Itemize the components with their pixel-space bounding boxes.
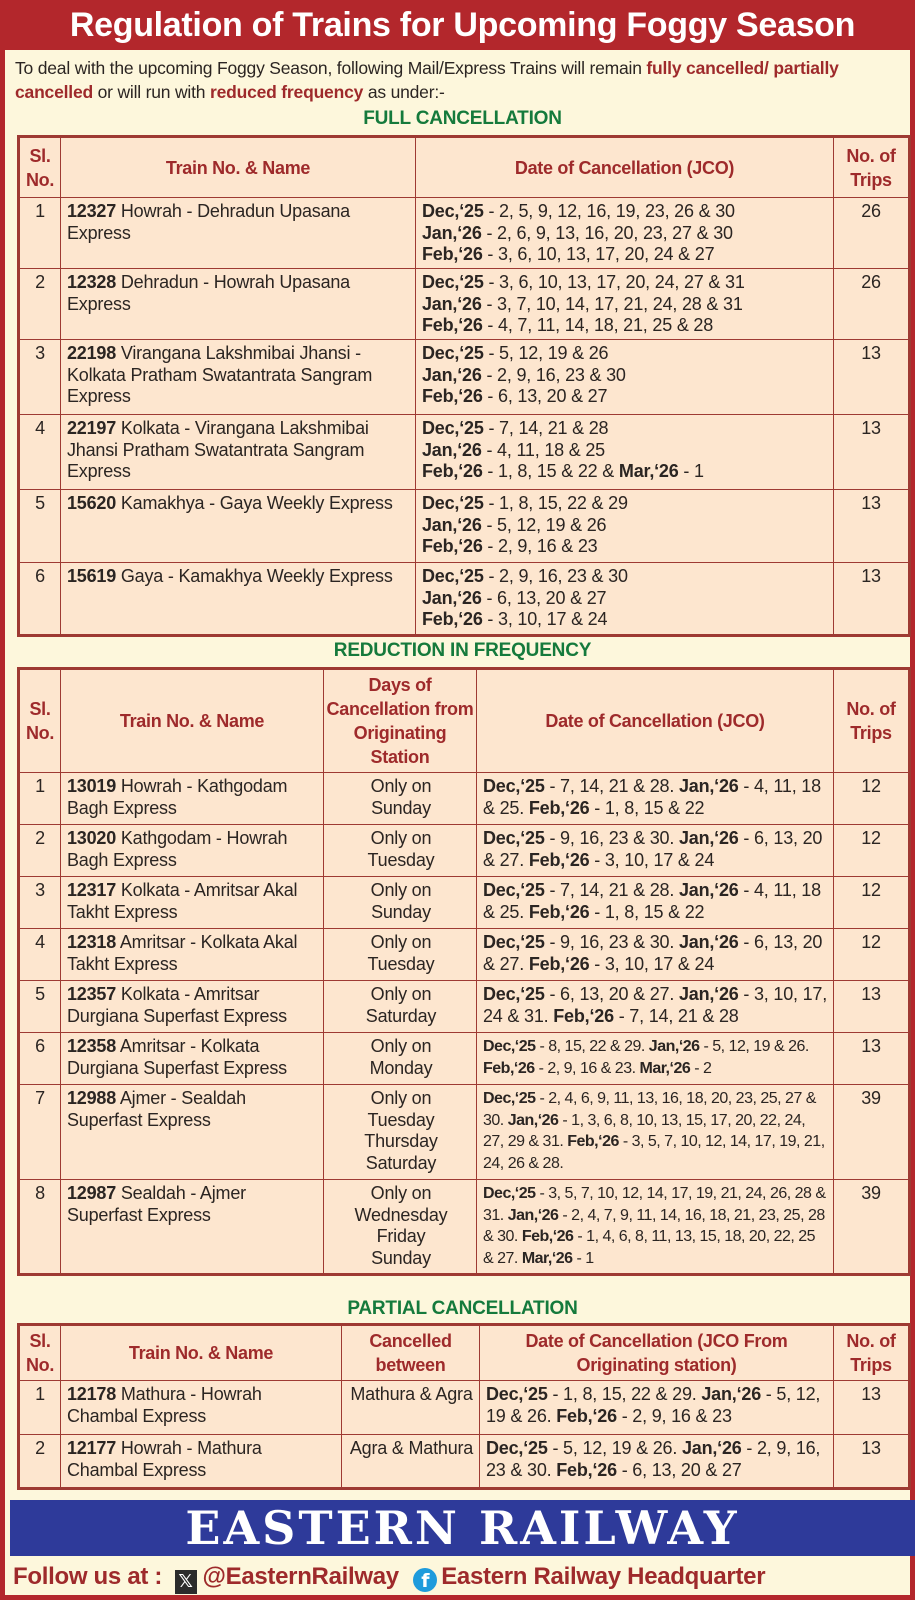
dates-cell (416, 415, 834, 490)
serial-number: 7 (19, 1085, 61, 1180)
table-row (19, 1180, 910, 1275)
train-cell (61, 415, 416, 490)
intro-part2: or will run with (92, 82, 210, 102)
train-name: Kamakhya - Gaya Weekly Express (116, 493, 393, 513)
cancelled-between: Mathura & Agra (342, 1381, 480, 1435)
day-list: - 7, 14, 21 & 28 (483, 418, 609, 438)
dates-cell (416, 269, 834, 340)
trips-count: 12 (834, 825, 910, 877)
serial-number: 3 (19, 877, 61, 929)
day-list: - 2, 9, 16 & 23 (616, 1405, 732, 1426)
day-list: - 5, 12, 19 & 26. (547, 1438, 682, 1458)
month-label: Feb,‘26 (528, 901, 590, 922)
month-label: Dec,‘25 (422, 272, 484, 292)
day-list: - 7, 14, 21 & 28. (544, 776, 679, 796)
serial-number: 1 (19, 773, 61, 825)
serial-number: 3 (19, 340, 61, 415)
col-header-sl: Sl. No. (19, 1325, 61, 1381)
day-list: - 2, 9, 16 & 23. (534, 1059, 640, 1077)
date-line (422, 315, 829, 337)
month-label: Feb,‘26 (422, 315, 483, 335)
serial-number: 2 (19, 269, 61, 340)
trips-count: 13 (834, 415, 910, 490)
month-label: Jan,‘26 (701, 1384, 761, 1404)
table-row (19, 1085, 910, 1180)
day-list: - 2, 9, 16, 23 & 30. (486, 1438, 821, 1480)
train-cell (61, 981, 324, 1033)
days-prefix: Only on (370, 1183, 432, 1203)
day-list: - 5, 12, 19 & 26. (486, 1384, 821, 1426)
train-number: 12987 (67, 1183, 117, 1203)
weekday: Saturday (365, 1152, 437, 1173)
facebook-icon[interactable]: f (413, 1568, 437, 1592)
train-cell (61, 1381, 342, 1435)
train-cell (61, 1435, 342, 1489)
day-list: - 1, 8, 15 & 22 (589, 901, 705, 922)
month-label: Jan,‘26 (681, 1438, 742, 1458)
trips-count: 12 (834, 877, 910, 929)
dates-cell (416, 490, 834, 563)
month-label: Dec,‘25 (483, 1185, 536, 1202)
day-list: - 3, 7, 10, 14, 17, 21, 24, 28 & 31 (481, 293, 743, 314)
trips-count: 12 (834, 929, 910, 981)
date-line (422, 609, 829, 631)
month-label: Feb,‘26 (553, 1005, 614, 1026)
intro-highlight-reduced: reduced frequency (209, 82, 364, 102)
col-header-dates: Date of Cancellation (JCO) (477, 669, 834, 773)
trips-count: 13 (834, 1033, 910, 1085)
page-title: Regulation of Trains for Upcoming Foggy Season (5, 0, 915, 50)
train-name: Dehradun - Howrah Upasana Express (67, 272, 350, 314)
day-list: - 8, 15, 22 & 29. (535, 1038, 649, 1055)
day-list: - 2, 6, 9, 13, 16, 20, 23, 27 & 30 (481, 222, 733, 243)
day-list: - 1, 8, 15 & 22 & (482, 461, 619, 481)
serial-number: 6 (19, 1033, 61, 1085)
intro-part3: as under:- (363, 82, 445, 102)
day-list: - 1, 8, 15, 22 & 29 (483, 493, 628, 513)
dates-cell (480, 1381, 834, 1435)
trips-count: 13 (834, 340, 910, 415)
follow-label: Follow us at : (13, 1563, 163, 1590)
dates-cell (477, 773, 834, 825)
day-list: - 3, 10, 17, 24 & 31. (483, 984, 828, 1026)
days-prefix: Only on (370, 880, 432, 900)
days-of-cancellation (324, 1085, 477, 1180)
train-name: Howrah - Mathura Chambal Express (67, 1438, 262, 1480)
month-label: Dec,‘25 (483, 1038, 536, 1055)
day-list: - 4, 7, 11, 14, 18, 21, 25 & 28 (482, 315, 714, 335)
weekday: Monday (369, 1057, 433, 1078)
train-number: 12317 (67, 880, 117, 900)
col-header-sl: Sl. No. (19, 669, 61, 773)
col-header-between: Cancelled between (342, 1325, 480, 1381)
serial-number: 2 (19, 1435, 61, 1489)
col-header-trips: No. of Trips (834, 137, 910, 198)
table-row (19, 1435, 910, 1489)
month-label: Jan,‘26 (422, 514, 482, 535)
cancelled-between: Agra & Mathura (342, 1435, 480, 1489)
train-cell (61, 340, 416, 415)
month-label: Dec,‘25 (486, 1384, 548, 1404)
day-list: - 5, 12, 19 & 26 (483, 343, 609, 363)
col-header-train: Train No. & Name (61, 669, 324, 773)
eastern-railway-banner: EASTERN RAILWAY (10, 1500, 915, 1556)
dates-cell (477, 877, 834, 929)
day-list: - 6, 13, 20 & 27. (544, 984, 679, 1004)
trips-count: 13 (834, 490, 910, 563)
day-list: - 3, 6, 10, 13, 17, 20, 24 & 27 (482, 244, 715, 264)
days-of-cancellation (324, 877, 477, 929)
month-label: Jan,‘26 (678, 880, 739, 900)
month-label: Feb,‘26 (483, 1059, 535, 1077)
month-label: Feb,‘26 (422, 461, 483, 481)
col-header-dates: Date of Cancellation (JCO From Originating station) (480, 1325, 834, 1381)
table-header-row (19, 137, 910, 198)
table-row (19, 415, 910, 490)
train-name: Amritsar - Kolkata Durgiana Superfast Express (67, 1036, 287, 1078)
trips-count: 13 (834, 981, 910, 1033)
day-list: - 7, 14, 21 & 28 (613, 1005, 739, 1026)
date-line (422, 461, 829, 483)
date-line (422, 223, 829, 245)
serial-number: 8 (19, 1180, 61, 1275)
train-name: Kolkata - Virangana Lakshmibai Jhansi Pratham Swatantrata Sangram Express (67, 418, 369, 481)
table-row (19, 1033, 910, 1085)
month-label: Feb,‘26 (528, 849, 590, 870)
serial-number: 5 (19, 981, 61, 1033)
serial-number: 1 (19, 198, 61, 269)
train-name: Virangana Lakshmibai Jhansi - Kolkata Pratham Swatantrata Sangram Express (67, 343, 373, 406)
day-list: - 3, 6, 10, 13, 17, 20, 24, 27 & 31 (483, 272, 745, 292)
train-cell (61, 198, 416, 269)
month-label: Feb,‘26 (556, 1405, 617, 1426)
day-list: - 5, 12, 19 & 26 (481, 514, 607, 535)
date-line (422, 588, 829, 610)
trips-count: 26 (834, 198, 910, 269)
days-prefix: Only on (370, 1036, 432, 1056)
day-list: - 1, 4, 6, 8, 11, 13, 15, 18, 20, 22, 25 & 27. (483, 1228, 816, 1267)
train-name: Mathura - Howrah Chambal Express (67, 1384, 262, 1426)
day-list: - 9, 16, 23 & 30. (544, 932, 679, 952)
trips-count: 39 (834, 1085, 910, 1180)
date-line (422, 386, 829, 408)
month-label: Dec,‘25 (483, 880, 545, 900)
weekday: Friday (376, 1226, 426, 1246)
date-line (422, 493, 829, 515)
month-label: Dec,‘25 (483, 932, 545, 952)
day-list: - 4, 11, 18 & 25. (483, 880, 821, 922)
intro-text (15, 56, 910, 104)
train-number: 15619 (67, 566, 117, 586)
dates-cell (477, 825, 834, 877)
days-prefix: Only on (370, 1088, 432, 1108)
month-label: Dec,‘25 (486, 1438, 548, 1458)
weekday: Thursday (364, 1131, 438, 1151)
train-cell (61, 490, 416, 563)
train-cell (61, 269, 416, 340)
train-cell (61, 773, 324, 825)
train-number: 22198 (67, 343, 117, 363)
month-label: Jan,‘26 (678, 932, 739, 952)
month-label: Dec,‘25 (422, 493, 484, 513)
day-list: - 2, 9, 16 & 23 (482, 536, 598, 556)
date-line (422, 566, 829, 588)
col-header-train: Train No. & Name (61, 1325, 342, 1381)
day-list: - 1 (678, 461, 704, 481)
table-row (19, 929, 910, 981)
train-cell (61, 877, 324, 929)
dates-cell (477, 981, 834, 1033)
day-list: - 4, 11, 18 & 25. (483, 776, 821, 818)
trips-count: 13 (834, 563, 910, 636)
days-of-cancellation (324, 825, 477, 877)
month-label: Jan,‘26 (422, 364, 482, 385)
col-header-train: Train No. & Name (61, 137, 416, 198)
month-label: Feb,‘26 (422, 386, 483, 406)
day-list: - 6, 13, 20 & 27 (616, 1459, 742, 1480)
train-number: 13019 (67, 776, 117, 796)
month-label: Jan,‘26 (678, 984, 739, 1004)
follow-us-bar (13, 1560, 913, 1594)
x-handle-link[interactable]: @EasternRailway (202, 1563, 399, 1590)
month-label: Mar,‘26 (639, 1059, 691, 1077)
partial-cancellation-table (17, 1323, 911, 1490)
train-number: 12328 (67, 272, 117, 292)
day-list: - 3, 10, 17 & 24 (482, 609, 608, 629)
day-list: - 2 (690, 1059, 712, 1077)
train-name: Kolkata - Amritsar Durgiana Superfast Express (67, 984, 287, 1026)
dates-cell (477, 1085, 834, 1180)
days-prefix: Only on (370, 984, 432, 1004)
weekday: Wednesday (354, 1204, 448, 1225)
col-header-trips: No. of Trips (834, 669, 910, 773)
train-name: Amritsar - Kolkata Akal Takht Express (67, 932, 298, 974)
table-row (19, 269, 910, 340)
train-cell (61, 929, 324, 981)
month-label: Dec,‘25 (483, 984, 545, 1004)
month-label: Jan,‘26 (422, 293, 482, 314)
train-cell (61, 563, 416, 636)
trips-count: 12 (834, 773, 910, 825)
train-number: 13020 (67, 828, 117, 848)
month-label: Jan,‘26 (422, 439, 482, 460)
month-label: Dec,‘25 (483, 1090, 536, 1107)
date-line (422, 244, 829, 266)
days-of-cancellation (324, 1033, 477, 1085)
date-line (422, 440, 829, 462)
month-label: Dec,‘25 (422, 418, 484, 438)
days-prefix: Only on (370, 932, 432, 952)
date-line (422, 343, 829, 365)
dates-cell (416, 198, 834, 269)
days-of-cancellation (324, 981, 477, 1033)
train-number: 15620 (67, 493, 117, 513)
col-header-days: Days of Cancellation from Originating Station (324, 669, 477, 773)
day-list: - 3, 10, 17 & 24 (589, 953, 715, 974)
day-list: - 2, 4, 7, 9, 11, 14, 16, 18, 21, 23, 25, 28 & 30. (483, 1206, 825, 1245)
month-label: Jan,‘26 (422, 587, 482, 608)
date-line (422, 365, 829, 387)
days-of-cancellation (324, 1180, 477, 1275)
day-list: - 6, 13, 20 & 27. (483, 932, 823, 974)
day-list: - 1, 3, 6, 8, 10, 13, 15, 17, 20, 22, 24, 27, 29 & 31. (483, 1111, 806, 1150)
month-label: Jan,‘26 (678, 776, 739, 796)
train-number: 12357 (67, 984, 117, 1004)
month-label: Dec,‘25 (422, 343, 484, 363)
weekday: Tuesday (367, 953, 435, 974)
serial-number: 4 (19, 415, 61, 490)
month-label: Dec,‘25 (422, 201, 484, 221)
day-list: - 6, 13, 20 & 27 (481, 587, 607, 608)
train-name: Ajmer - Sealdah Superfast Express (67, 1088, 246, 1130)
table-row (19, 490, 910, 563)
trips-count: 26 (834, 269, 910, 340)
col-header-trips: No. of Trips (834, 1325, 910, 1381)
train-number: 12327 (67, 201, 117, 221)
weekday: Sunday (371, 797, 431, 818)
train-number: 12358 (67, 1036, 117, 1056)
weekday: Tuesday (367, 849, 435, 870)
full-cancellation-table (17, 135, 911, 637)
train-name: Sealdah - Ajmer Superfast Express (67, 1183, 246, 1225)
intro-highlight-cancelled: fully cancelled/ partially cancelled (15, 58, 839, 102)
weekday: Tuesday (367, 1109, 435, 1130)
train-number: 12988 (67, 1088, 117, 1108)
table-header-row (19, 1325, 910, 1381)
date-line (422, 272, 829, 294)
section-title-reduction-in-frequency: REDUCTION IN FREQUENCY (333, 640, 592, 661)
table-row (19, 877, 910, 929)
month-label: Dec,‘25 (422, 566, 484, 586)
day-list: - 6, 13, 20 & 27. (483, 828, 823, 870)
dates-cell (416, 340, 834, 415)
intro-part1: To deal with the upcoming Foggy Season, following Mail/Express Trains will remain (15, 58, 647, 78)
trips-count: 39 (834, 1180, 910, 1275)
month-label: Feb,‘26 (567, 1133, 619, 1150)
day-list: - 3, 5, 7, 10, 12, 14, 17, 19, 21, 24, 26 & 28. (483, 1133, 825, 1172)
day-list: - 2, 4, 6, 9, 11, 13, 16, 18, 20, 23, 25, 27 & 30. (483, 1090, 816, 1129)
train-number: 12318 (67, 932, 117, 952)
date-line (422, 294, 829, 316)
day-list: - 2, 9, 16, 23 & 30 (481, 364, 626, 385)
x-logo-icon[interactable]: 𝕏 (175, 1570, 197, 1594)
weekday: Sunday (371, 1247, 431, 1268)
day-list: - 3, 5, 7, 10, 12, 14, 17, 19, 21, 24, 26, 28 & 31. (483, 1185, 826, 1224)
serial-number: 2 (19, 825, 61, 877)
day-list: - 6, 13, 20 & 27 (482, 386, 608, 406)
serial-number: 6 (19, 563, 61, 636)
train-name: Gaya - Kamakhya Weekly Express (116, 566, 393, 586)
train-name: Kathgodam - Howrah Bagh Express (67, 828, 288, 870)
month-label: Jan,‘26 (422, 222, 482, 243)
col-header-dates: Date of Cancellation (JCO) (416, 137, 834, 198)
train-cell (61, 825, 324, 877)
day-list: - 1, 8, 15 & 22 (589, 797, 705, 818)
table-row (19, 1381, 910, 1435)
dates-cell (477, 1033, 834, 1085)
train-name: Kolkata - Amritsar Akal Takht Express (67, 880, 298, 922)
train-cell (61, 1085, 324, 1180)
train-name: Howrah - Kathgodam Bagh Express (67, 776, 288, 818)
section-title-full-cancellation: FULL CANCELLATION (363, 108, 562, 129)
weekday: Saturday (365, 1005, 437, 1026)
facebook-page-link[interactable]: Eastern Railway Headquarter (441, 1563, 766, 1590)
serial-number: 5 (19, 490, 61, 563)
trips-count: 13 (834, 1381, 910, 1435)
day-list: - 1, 8, 15, 22 & 29. (547, 1384, 702, 1404)
month-label: Dec,‘25 (483, 776, 545, 796)
days-prefix: Only on (370, 776, 432, 796)
day-list: - 4, 11, 18 & 25 (481, 439, 605, 460)
day-list: - 2, 5, 9, 12, 16, 19, 23, 26 & 30 (483, 201, 735, 221)
days-prefix: Only on (370, 828, 432, 848)
month-label: Jan,‘26 (648, 1038, 700, 1055)
month-label: Feb,‘26 (422, 536, 483, 556)
month-label: Dec,‘25 (483, 828, 545, 848)
month-label: Mar,‘26 (618, 461, 679, 481)
date-line (422, 536, 829, 558)
trips-count: 13 (834, 1435, 910, 1489)
table-header-row (19, 669, 910, 773)
reduction-in-frequency-table (17, 667, 911, 1276)
month-label: Jan,‘26 (678, 828, 739, 848)
day-list: - 3, 10, 17 & 24 (589, 849, 715, 870)
table-row (19, 981, 910, 1033)
dates-cell (416, 563, 834, 636)
table-row (19, 198, 910, 269)
month-label: Mar,‘26 (521, 1249, 573, 1267)
month-label: Jan,‘26 (507, 1111, 559, 1129)
train-number: 12177 (67, 1438, 117, 1458)
month-label: Feb,‘26 (556, 1459, 617, 1480)
weekday: Sunday (371, 901, 431, 922)
dates-cell (480, 1435, 834, 1489)
day-list: - 1 (572, 1249, 594, 1267)
date-line (422, 201, 829, 223)
month-label: Feb,‘26 (528, 797, 590, 818)
month-label: Feb,‘26 (422, 244, 483, 264)
train-name: Howrah - Dehradun Upasana Express (67, 201, 350, 243)
col-header-sl: Sl. No. (19, 137, 61, 198)
table-row (19, 563, 910, 636)
serial-number: 4 (19, 929, 61, 981)
train-number: 12178 (67, 1384, 117, 1404)
dates-cell (477, 1180, 834, 1275)
date-line (422, 418, 829, 440)
train-number: 22197 (67, 418, 117, 438)
day-list: - 5, 12, 19 & 26. (699, 1038, 809, 1055)
section-title-partial-cancellation: PARTIAL CANCELLATION (347, 1298, 578, 1319)
days-of-cancellation (324, 929, 477, 981)
month-label: Feb,‘26 (521, 1228, 574, 1245)
day-list: - 9, 16, 23 & 30. (544, 828, 679, 848)
table-row (19, 825, 910, 877)
days-of-cancellation (324, 773, 477, 825)
train-cell (61, 1033, 324, 1085)
month-label: Feb,‘26 (528, 953, 590, 974)
train-cell (61, 1180, 324, 1275)
month-label: Jan,‘26 (507, 1206, 559, 1224)
serial-number: 1 (19, 1381, 61, 1435)
day-list: - 7, 14, 21 & 28. (544, 880, 679, 900)
dates-cell (477, 929, 834, 981)
month-label: Feb,‘26 (422, 609, 483, 629)
table-row (19, 340, 910, 415)
day-list: - 2, 9, 16, 23 & 30 (483, 566, 628, 586)
table-row (19, 773, 910, 825)
date-line (422, 515, 829, 537)
